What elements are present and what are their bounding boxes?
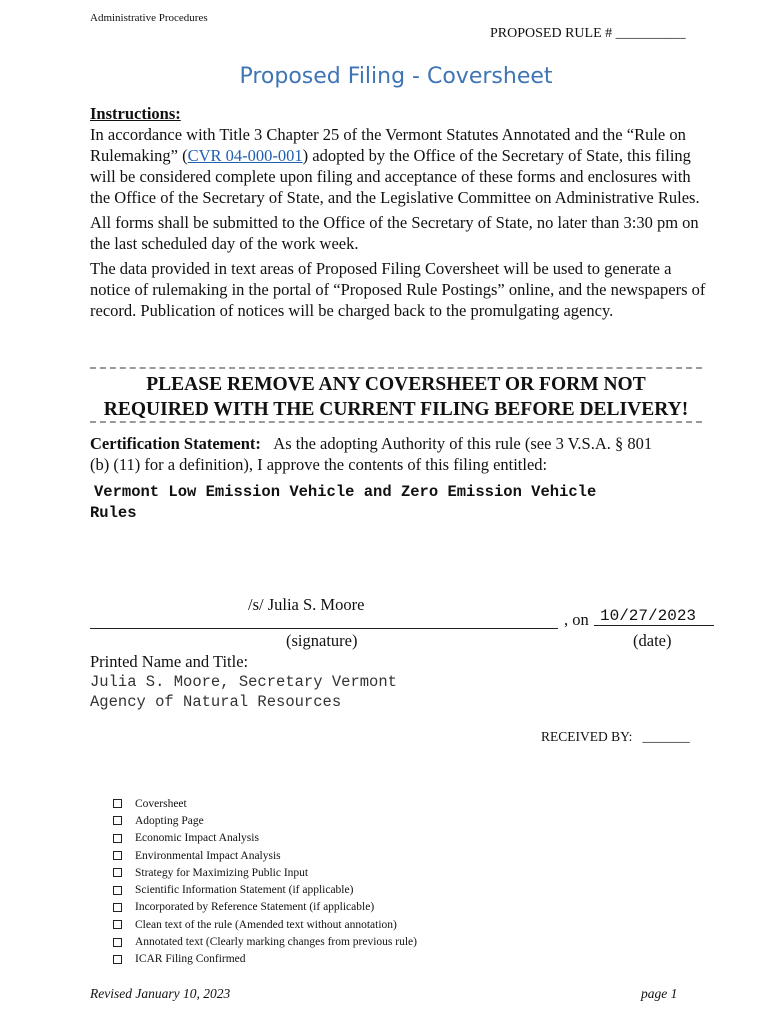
- footer-page-number: page 1: [641, 986, 678, 1001]
- checklist-label: Clean text of the rule (Amended text without annotation): [135, 918, 397, 931]
- checklist-label: Scientific Information Statement (if applicable): [135, 884, 354, 897]
- checklist-item[interactable]: [113, 933, 417, 950]
- checkbox-icon[interactable]: [113, 799, 122, 808]
- checkbox-icon[interactable]: [113, 868, 122, 877]
- certification-label: Certification Statement:: [90, 434, 261, 453]
- signature-caption: (signature): [286, 631, 358, 650]
- checkbox-icon[interactable]: [113, 955, 122, 964]
- received-by: [541, 729, 690, 745]
- checklist-label: ICAR Filing Confirmed: [135, 953, 246, 966]
- warning-line-2: REQUIRED WITH THE CURRENT FILING BEFORE DELIVERY!: [103, 399, 689, 420]
- checklist-label: Adopting Page: [135, 814, 204, 827]
- date-caption: (date): [633, 631, 672, 650]
- instructions-paragraph-2: All forms shall be submitted to the Office of the Secretary of State, no later than 3:30 pm on the last scheduled day of the work week.: [90, 213, 699, 253]
- checklist-item[interactable]: [113, 881, 417, 898]
- date-field[interactable]: 10/27/2023: [594, 607, 714, 626]
- checklist-item[interactable]: [113, 864, 417, 881]
- enclosure-checklist: [113, 795, 417, 968]
- instructions-paragraph-1: [90, 124, 710, 208]
- received-by-label: RECEIVED BY:: [541, 729, 633, 744]
- rule-title-line-1: Vermont Low Emission Vehicle and Zero Emission Vehicle: [94, 483, 597, 501]
- removal-warning: [80, 372, 712, 422]
- instructions-heading: Instructions:: [90, 104, 181, 123]
- checklist-item[interactable]: [113, 916, 417, 933]
- divider-top: [90, 367, 702, 369]
- checklist-label: Strategy for Maximizing Public Input: [135, 866, 309, 879]
- rule-title-line-2: Rules: [90, 504, 137, 522]
- rule-title-field[interactable]: [90, 482, 597, 524]
- checklist-item[interactable]: [113, 795, 417, 812]
- checkbox-icon[interactable]: [113, 903, 122, 912]
- certification-text-2: (b) (11) for a definition), I approve the contents of this filing entitled:: [90, 455, 548, 474]
- on-label: , on: [564, 610, 589, 629]
- printed-name-field[interactable]: [90, 672, 397, 712]
- certification-text-1: As the adopting Authority of this rule (see 3 V.S.A. § 801: [273, 434, 653, 453]
- para1-text-end: ) adopted by the Office of the Secretary of State, this filing will be considered complete upon filing and acceptance of these forms and enclosures with the Office of the Secretary of State, and the Legislative Committee on Administrative Rules.: [90, 146, 700, 207]
- instructions-paragraph-3: The data provided in text areas of Proposed Filing Coversheet will be used to generate a notice of rulemaking in the portal of “Proposed Rule Postings” online, and the newspapers of record. Publication of notices will be charged back to the promulgating agency.: [90, 259, 706, 320]
- checklist-item[interactable]: [113, 812, 417, 829]
- checklist-label: Incorporated by Reference Statement (if applicable): [135, 901, 375, 914]
- instructions-section: [90, 103, 710, 321]
- divider-bottom: [90, 421, 702, 423]
- warning-line-1: PLEASE REMOVE ANY COVERSHEET OR FORM NOT: [146, 374, 646, 395]
- checkbox-icon[interactable]: [113, 938, 122, 947]
- checklist-item[interactable]: [113, 830, 417, 847]
- header-label: Administrative Procedures: [90, 12, 208, 24]
- checkbox-icon[interactable]: [113, 816, 122, 825]
- printed-name-line-1: Julia S. Moore, Secretary Vermont: [90, 673, 397, 691]
- checklist-label: Environmental Impact Analysis: [135, 849, 281, 862]
- proposed-rule-number: PROPOSED RULE # __________: [490, 26, 686, 41]
- checklist-label: Annotated text (Clearly marking changes from previous rule): [135, 936, 417, 949]
- checklist-item[interactable]: [113, 899, 417, 916]
- checklist-label: Coversheet: [135, 797, 187, 810]
- checklist-item[interactable]: [113, 951, 417, 968]
- checklist-label: Economic Impact Analysis: [135, 832, 259, 845]
- checkbox-icon[interactable]: [113, 920, 122, 929]
- page-title: Proposed Filing - Coversheet: [239, 64, 553, 89]
- footer-revised: Revised January 10, 2023: [90, 986, 231, 1001]
- para1-text-start: In accordance with Title 3 Chapter 25 of the Vermont Statutes Annotated and the “Rule on Rulemaking” (: [90, 125, 686, 165]
- checkbox-icon[interactable]: [113, 834, 122, 843]
- checklist-item[interactable]: [113, 847, 417, 864]
- signature-line[interactable]: [90, 628, 558, 629]
- signature-value: /s/ Julia S. Moore: [248, 595, 365, 614]
- checkbox-icon[interactable]: [113, 851, 122, 860]
- cvr-link[interactable]: CVR 04-000-001: [187, 146, 303, 165]
- printed-name-label: Printed Name and Title:: [90, 652, 249, 671]
- certification-section: [90, 433, 710, 475]
- received-by-blank: _______: [642, 729, 690, 744]
- printed-name-line-2: Agency of Natural Resources: [90, 693, 342, 711]
- checkbox-icon[interactable]: [113, 886, 122, 895]
